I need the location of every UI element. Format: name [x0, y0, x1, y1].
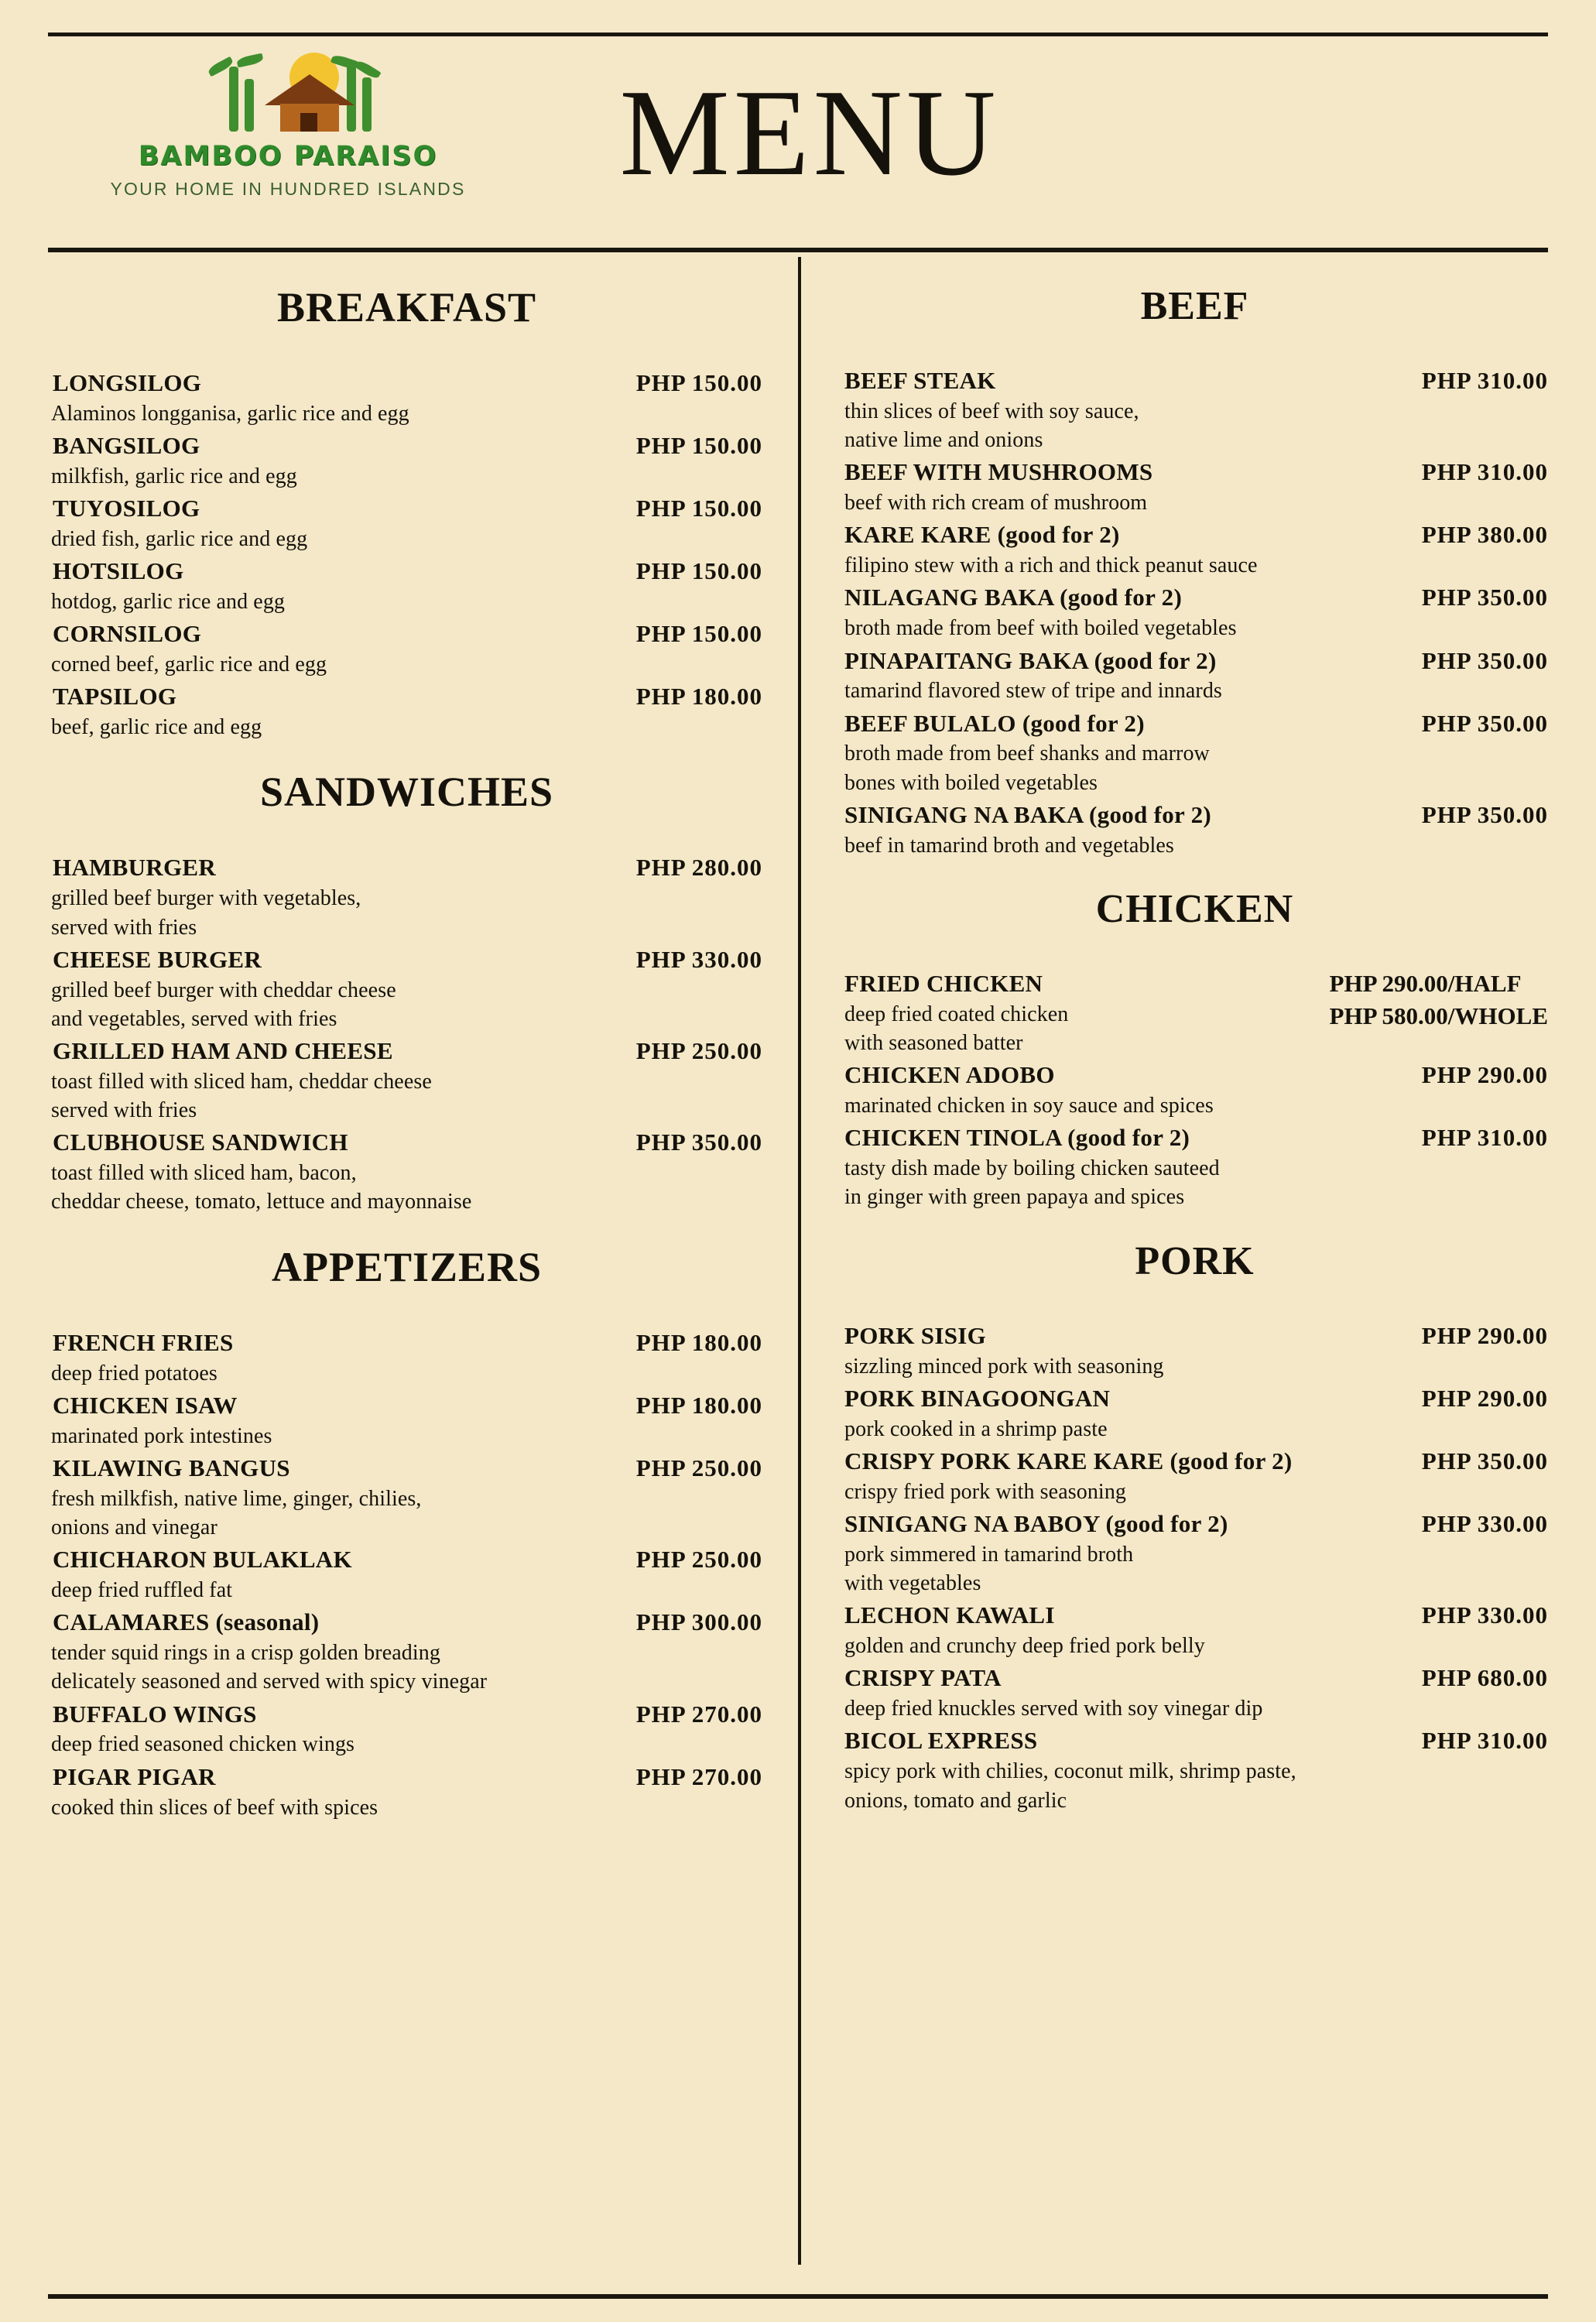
item-price: PHP 330.00 — [1421, 1509, 1548, 1537]
menu-item — [841, 1059, 1548, 1120]
item-name: BEEF STEAK — [844, 367, 996, 394]
menu-item — [841, 456, 1548, 517]
item-desc: corned beef, garlic rice and egg — [51, 652, 327, 677]
menu-item — [48, 430, 765, 491]
item-desc: onions, tomato and garlic — [844, 1788, 1067, 1813]
menu-item — [841, 1122, 1548, 1211]
item-desc: Alaminos longganisa, garlic rice and egg — [51, 401, 409, 426]
item-name: LECHON KAWALI — [844, 1601, 1055, 1629]
menu-item — [48, 1389, 765, 1450]
bamboo-hut-icon — [195, 48, 381, 139]
item-price: PHP 290.00/HALF — [1329, 970, 1522, 998]
brand-name: BAMBOO PARAISO — [138, 141, 438, 172]
item-desc: served with fries — [51, 1098, 197, 1123]
item-desc: toast filled with sliced ham, bacon, — [51, 1161, 357, 1186]
item-desc: in ginger with green papaya and spices — [844, 1185, 1185, 1210]
item-price-secondary: PHP 580.00/WHOLE — [1329, 1002, 1548, 1029]
item-desc: filipino stew with a rich and thick peanut sauce — [844, 553, 1258, 578]
menu-item — [48, 851, 765, 941]
menu-item — [48, 1327, 765, 1388]
item-price: PHP 150.00 — [635, 495, 762, 522]
brand-logo — [102, 48, 474, 200]
item-price: PHP 300.00 — [635, 1608, 762, 1636]
menu-item — [48, 944, 765, 1033]
item-desc: cooked thin slices of beef with spices — [51, 1795, 378, 1820]
item-name: HOTSILOG — [53, 557, 184, 585]
item-name: LONGSILOG — [53, 369, 202, 396]
item-price: PHP 290.00 — [1421, 1384, 1548, 1412]
pork-items — [841, 1320, 1548, 1815]
item-desc: broth made from beef shanks and marrow — [844, 741, 1210, 766]
item-desc: spicy pork with chilies, coconut milk, shrimp paste, — [844, 1759, 1296, 1784]
bottom-divider — [48, 2294, 1548, 2299]
item-name: PINAPAITANG BAKA (good for 2) — [844, 646, 1217, 674]
section-title-pork: PORK — [1135, 1238, 1255, 1283]
item-price: PHP 350.00 — [1421, 584, 1548, 611]
item-desc: marinated chicken in soy sauce and spices — [844, 1094, 1214, 1118]
item-desc: deep fried coated chicken — [844, 1002, 1069, 1026]
item-name: HAMBURGER — [53, 854, 217, 882]
item-name: CALAMARES (seasonal) — [53, 1608, 320, 1636]
item-name: BEEF WITH MUSHROOMS — [844, 458, 1153, 486]
item-desc: broth made from beef with boiled vegetables — [844, 616, 1237, 641]
item-name: CHICHARON BULAKLAK — [53, 1546, 352, 1574]
item-desc: tasty dish made by boiling chicken sauteed — [844, 1156, 1220, 1181]
menu-item — [841, 1662, 1548, 1723]
item-name: BUFFALO WINGS — [53, 1700, 257, 1728]
section-title-chicken: CHICKEN — [1095, 887, 1294, 932]
item-desc: served with fries — [51, 915, 197, 940]
item-name: CHEESE BURGER — [53, 945, 262, 973]
item-price: PHP 310.00 — [1421, 458, 1548, 486]
item-desc: grilled beef burger with cheddar cheese — [51, 978, 396, 1002]
menu-item — [48, 492, 765, 553]
item-name: TAPSILOG — [53, 683, 177, 711]
item-price: PHP 350.00 — [1421, 646, 1548, 674]
item-price: PHP 150.00 — [635, 432, 762, 460]
item-price: PHP 270.00 — [635, 1700, 762, 1728]
menu-item — [48, 1452, 765, 1542]
item-desc: beef with rich cream of mushroom — [844, 491, 1148, 515]
item-name: FRENCH FRIES — [53, 1328, 234, 1356]
item-desc: onions and vinegar — [51, 1515, 217, 1539]
item-desc: sizzling minced pork with seasoning — [844, 1354, 1164, 1378]
menu-item — [48, 1606, 765, 1696]
item-price: PHP 380.00 — [1421, 521, 1548, 549]
item-name: SINIGANG NA BABOY (good for 2) — [844, 1509, 1228, 1537]
item-price: PHP 330.00 — [635, 945, 762, 973]
menu-item — [841, 519, 1548, 580]
item-desc: crispy fried pork with seasoning — [844, 1479, 1127, 1504]
section-title-appetizers: APPETIZERS — [271, 1243, 543, 1290]
item-name: CRISPY PATA — [844, 1664, 1002, 1692]
item-desc: deep fried seasoned chicken wings — [51, 1732, 355, 1757]
item-name: KARE KARE (good for 2) — [844, 521, 1120, 549]
item-desc: and vegetables, served with fries — [51, 1006, 337, 1031]
item-name: PIGAR PIGAR — [53, 1762, 216, 1790]
menu-item — [841, 707, 1548, 797]
beef-items — [841, 365, 1548, 860]
section-title-sandwiches: SANDWICHES — [259, 769, 554, 816]
menu-item — [841, 365, 1548, 454]
item-name: PORK SISIG — [844, 1321, 987, 1349]
item-desc: hotdog, garlic rice and egg — [51, 590, 286, 615]
item-name: CHICKEN ISAW — [53, 1391, 238, 1419]
item-desc: marinated pork intestines — [51, 1423, 272, 1448]
item-desc: native lime and onions — [844, 428, 1043, 453]
hut-icon — [265, 74, 354, 132]
item-price: PHP 330.00 — [1421, 1601, 1548, 1629]
bamboo-stalk-icon — [245, 79, 254, 132]
menu-header — [48, 0, 1548, 252]
menu-item — [48, 367, 765, 428]
menu-columns — [48, 252, 1548, 2265]
item-desc: dried fish, garlic rice and egg — [51, 527, 308, 551]
menu-item — [841, 799, 1548, 860]
menu-item — [841, 645, 1548, 706]
item-name: NILAGANG BAKA (good for 2) — [844, 584, 1183, 611]
item-name: CHICKEN TINOLA (good for 2) — [844, 1124, 1190, 1152]
item-desc: with vegetables — [844, 1571, 981, 1596]
menu-item — [48, 1761, 765, 1822]
item-desc: grilled beef burger with vegetables, — [51, 886, 361, 911]
menu-item — [841, 1724, 1548, 1814]
item-price: PHP 680.00 — [1421, 1664, 1548, 1692]
item-price: PHP 350.00 — [1421, 800, 1548, 828]
menu-item — [841, 1382, 1548, 1444]
item-desc: pork simmered in tamarind broth — [844, 1542, 1134, 1567]
right-column — [798, 257, 1548, 2265]
item-desc: deep fried ruffled fat — [51, 1578, 233, 1603]
page-title: MENU — [619, 63, 1000, 201]
item-name: BANGSILOG — [53, 432, 200, 460]
item-price: PHP 350.00 — [1421, 709, 1548, 737]
breakfast-items — [48, 367, 765, 741]
item-price: PHP 310.00 — [1421, 1727, 1548, 1755]
leaf-icon — [236, 53, 264, 68]
item-price: PHP 250.00 — [635, 1454, 762, 1481]
menu-item — [48, 680, 765, 741]
menu-item — [48, 1698, 765, 1759]
item-price: PHP 150.00 — [635, 557, 762, 585]
item-price: PHP 350.00 — [635, 1128, 762, 1156]
item-desc: milkfish, garlic rice and egg — [51, 464, 297, 488]
item-desc: tender squid rings in a crisp golden breading — [51, 1641, 440, 1666]
menu-item — [48, 1543, 765, 1605]
item-name: KILAWING BANGUS — [53, 1454, 290, 1481]
item-price: PHP 150.00 — [635, 620, 762, 648]
item-desc: delicately seasoned and served with spicy vinegar — [51, 1670, 488, 1694]
menu-item — [48, 1126, 765, 1216]
item-desc: with seasoned batter — [844, 1031, 1023, 1056]
menu-item — [841, 968, 1548, 1057]
item-name: BEEF BULALO (good for 2) — [844, 709, 1145, 737]
item-desc: thin slices of beef with soy sauce, — [844, 399, 1139, 423]
menu-item — [48, 555, 765, 616]
item-name: GRILLED HAM AND CHEESE — [53, 1037, 393, 1065]
section-title-beef: BEEF — [1140, 284, 1249, 328]
menu-item — [841, 1508, 1548, 1598]
item-price: PHP 280.00 — [635, 854, 762, 882]
bamboo-stalk-icon — [229, 67, 238, 132]
menu-item — [841, 1320, 1548, 1381]
item-price: PHP 350.00 — [1421, 1447, 1548, 1474]
item-price: PHP 290.00 — [1421, 1321, 1548, 1349]
bamboo-stalk-icon — [362, 77, 372, 132]
item-name: BICOL EXPRESS — [844, 1727, 1038, 1755]
menu-item — [841, 581, 1548, 642]
item-price: PHP 290.00 — [1421, 1061, 1548, 1089]
item-desc: beef, garlic rice and egg — [51, 715, 262, 740]
item-price: PHP 180.00 — [635, 1391, 762, 1419]
item-desc: tamarind flavored stew of tripe and innards — [844, 679, 1222, 704]
item-price: PHP 310.00 — [1421, 1124, 1548, 1152]
item-price: PHP 310.00 — [1421, 367, 1548, 394]
item-name: CLUBHOUSE SANDWICH — [53, 1128, 348, 1156]
menu-item — [841, 1445, 1548, 1506]
menu-item — [48, 618, 765, 679]
item-name: PORK BINAGOONGAN — [844, 1384, 1111, 1412]
appetizers-items — [48, 1327, 765, 1822]
left-column — [48, 257, 798, 2265]
menu-item — [48, 1035, 765, 1125]
item-price: PHP 150.00 — [635, 369, 762, 396]
item-price: PHP 250.00 — [635, 1546, 762, 1574]
item-desc: beef in tamarind broth and vegetables — [844, 833, 1174, 858]
item-name: CRISPY PORK KARE KARE (good for 2) — [844, 1447, 1293, 1474]
brand-tagline: YOUR HOME IN HUNDRED ISLANDS — [110, 179, 466, 199]
section-title-breakfast: BREAKFAST — [276, 284, 537, 330]
item-price: PHP 180.00 — [635, 1328, 762, 1356]
menu-item — [841, 1599, 1548, 1660]
item-name: TUYOSILOG — [53, 495, 200, 522]
item-desc: fresh milkfish, native lime, ginger, chilies, — [51, 1486, 422, 1511]
item-price: PHP 180.00 — [635, 683, 762, 711]
item-name: FRIED CHICKEN — [844, 970, 1043, 998]
item-desc: toast filled with sliced ham, cheddar cheese — [51, 1069, 432, 1094]
item-desc: deep fried potatoes — [51, 1361, 217, 1385]
item-price: PHP 270.00 — [635, 1762, 762, 1790]
item-desc: bones with boiled vegetables — [844, 770, 1098, 795]
item-price: PHP 250.00 — [635, 1037, 762, 1065]
item-desc: cheddar cheese, tomato, lettuce and mayonnaise — [51, 1190, 472, 1214]
chicken-items — [841, 968, 1548, 1212]
item-name: CHICKEN ADOBO — [844, 1061, 1055, 1089]
item-desc: golden and crunchy deep fried pork belly — [844, 1634, 1205, 1659]
item-desc: pork cooked in a shrimp paste — [844, 1416, 1108, 1441]
item-name: SINIGANG NA BAKA (good for 2) — [844, 800, 1212, 828]
item-name: CORNSILOG — [53, 620, 202, 648]
item-desc: deep fried knuckles served with soy vinegar dip — [844, 1697, 1263, 1721]
sandwiches-items — [48, 851, 765, 1216]
